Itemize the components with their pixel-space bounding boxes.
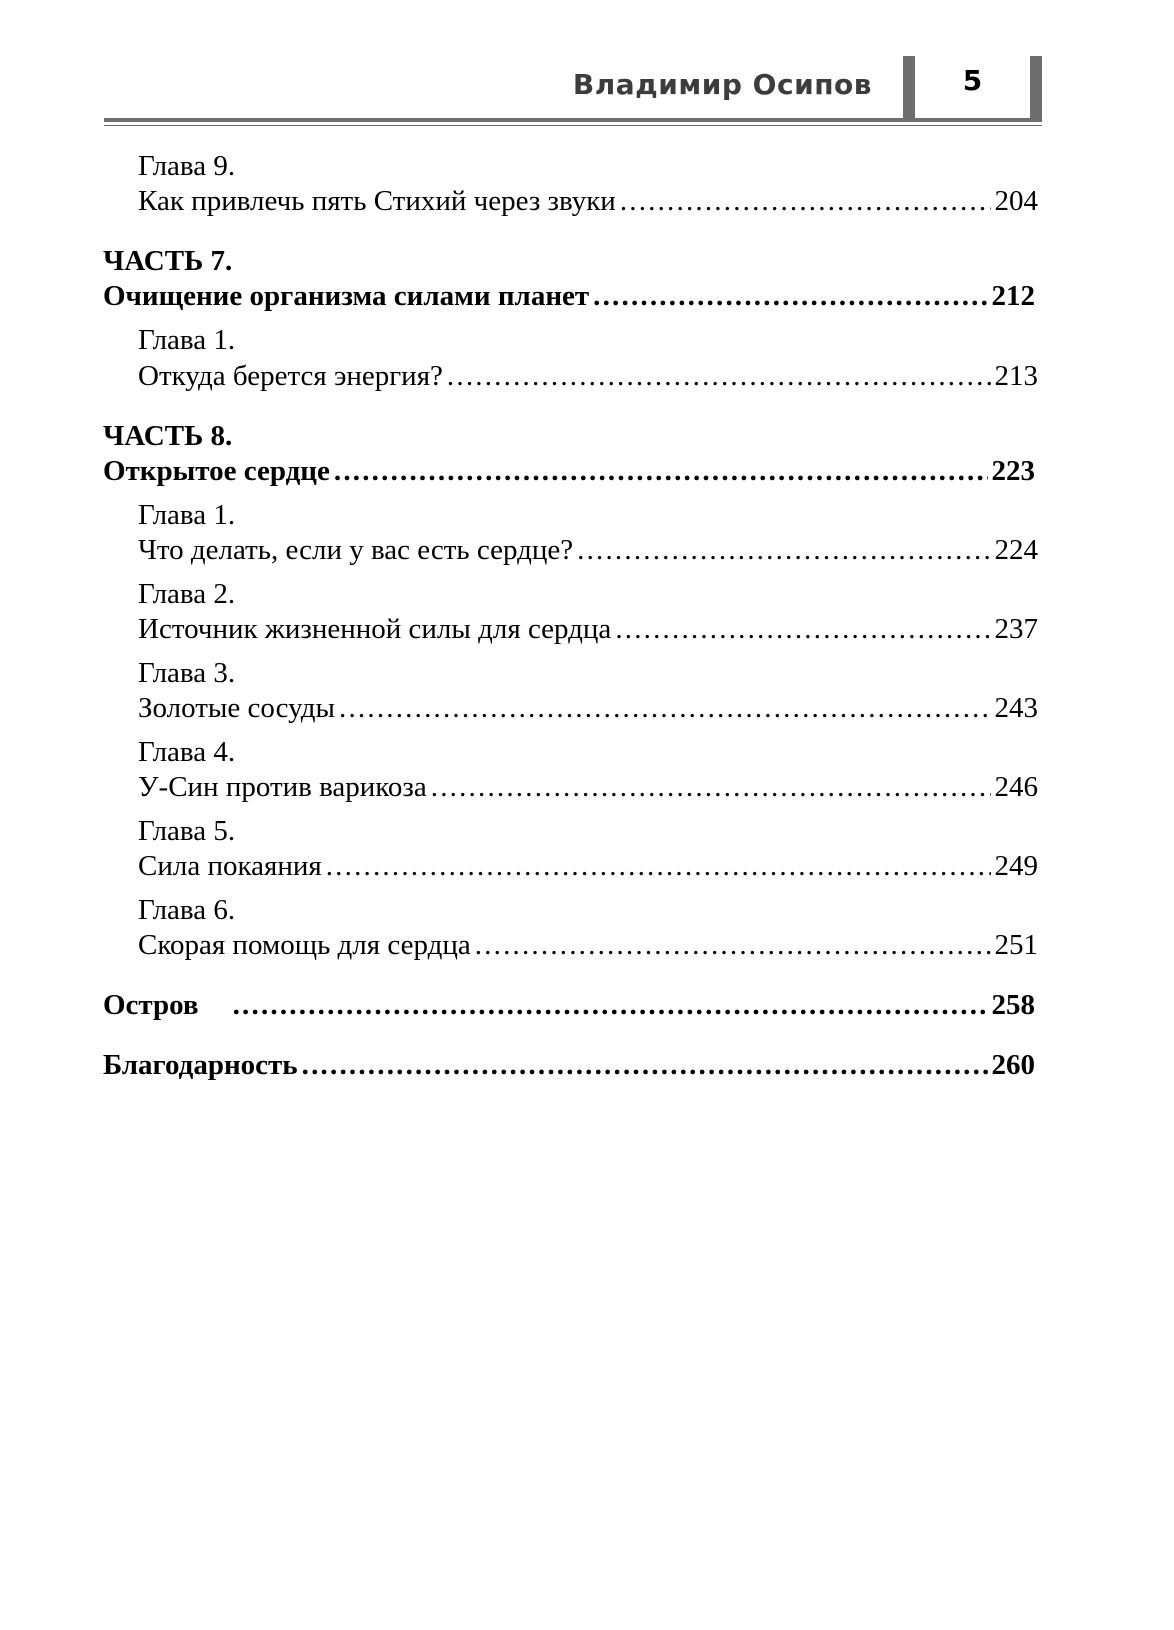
page-number: 5: [962, 64, 983, 97]
toc-entry[interactable]: [138, 183, 1038, 219]
leader-dots: [334, 453, 988, 489]
entry-title: Скорая помощь для сердца: [138, 929, 471, 961]
leader-dots: [339, 690, 990, 726]
entry-title: Как привлечь пять Стихий через звуки: [138, 185, 616, 217]
toc-part-entry[interactable]: [103, 453, 1035, 489]
toc-part-entry[interactable]: [103, 987, 1035, 1023]
entry-title: Откуда берется энергия?: [138, 360, 443, 392]
chapter-label: Глава 1.: [138, 324, 236, 356]
chapter-label: Глава 4.: [138, 736, 236, 768]
running-head-author: Владимир Осипов: [572, 68, 872, 101]
part-title: Остров: [103, 989, 199, 1021]
entry-title: Что делать, если у вас есть сердце?: [138, 534, 574, 566]
entry-page: 213: [994, 360, 1038, 392]
leader-dots: [620, 183, 991, 219]
toc-entry[interactable]: [138, 769, 1038, 805]
entry-page: 204: [994, 185, 1038, 217]
toc-entry[interactable]: [138, 848, 1038, 884]
chapter-label: Глава 2.: [138, 578, 236, 610]
chapter-label: Глава 1.: [138, 499, 236, 531]
part-title: Открытое сердце: [103, 455, 330, 487]
leader-dots: [615, 611, 990, 647]
part-title: Благодарность: [103, 1049, 298, 1081]
leader-dots: [475, 927, 991, 963]
header-bar-right: [1030, 56, 1042, 120]
chapter-label: Глава 6.: [138, 894, 236, 926]
toc-entry[interactable]: [138, 690, 1038, 726]
entry-page: 251: [994, 929, 1038, 961]
header-rule-thin: [104, 125, 1042, 126]
toc-part-entry[interactable]: [103, 278, 1035, 314]
toc-entry[interactable]: [138, 532, 1038, 568]
toc-entry[interactable]: [138, 927, 1038, 963]
entry-page: 249: [994, 850, 1038, 882]
entry-title: Золотые сосуды: [138, 692, 336, 724]
entry-title: Сила покаяния: [138, 850, 322, 882]
toc-entry[interactable]: [138, 358, 1038, 394]
leader-dots: [447, 358, 991, 394]
leader-dots: [431, 769, 991, 805]
entry-page: 260: [991, 1049, 1035, 1081]
entry-page: 237: [994, 613, 1038, 645]
entry-title: Источник жизненной силы для сердца: [138, 613, 612, 645]
chapter-label: Глава 3.: [138, 657, 236, 689]
toc-entry[interactable]: [138, 611, 1038, 647]
header-bar-left: [903, 56, 915, 120]
page-header: [0, 0, 1174, 140]
leader-dots: [233, 987, 988, 1023]
entry-page: 243: [994, 692, 1038, 724]
entry-page: 223: [991, 455, 1035, 487]
entry-page: 224: [994, 534, 1038, 566]
part-label: ЧАСТЬ 7.: [103, 245, 233, 277]
part-title: Очищение организма силами планет: [103, 280, 590, 312]
leader-dots: [302, 1047, 988, 1083]
leader-dots: [593, 278, 987, 314]
part-label: ЧАСТЬ 8.: [103, 420, 233, 452]
entry-page: 258: [991, 989, 1035, 1021]
leader-dots: [326, 848, 991, 884]
leader-dots: [577, 532, 990, 568]
entry-page: 212: [991, 280, 1035, 312]
chapter-label: Глава 9.: [138, 150, 236, 182]
header-rule-thick: [104, 118, 1042, 122]
toc-part-entry[interactable]: [103, 1047, 1035, 1083]
entry-title: У-Син против варикоза: [138, 771, 427, 803]
entry-page: 246: [994, 771, 1038, 803]
chapter-label: Глава 5.: [138, 815, 236, 847]
